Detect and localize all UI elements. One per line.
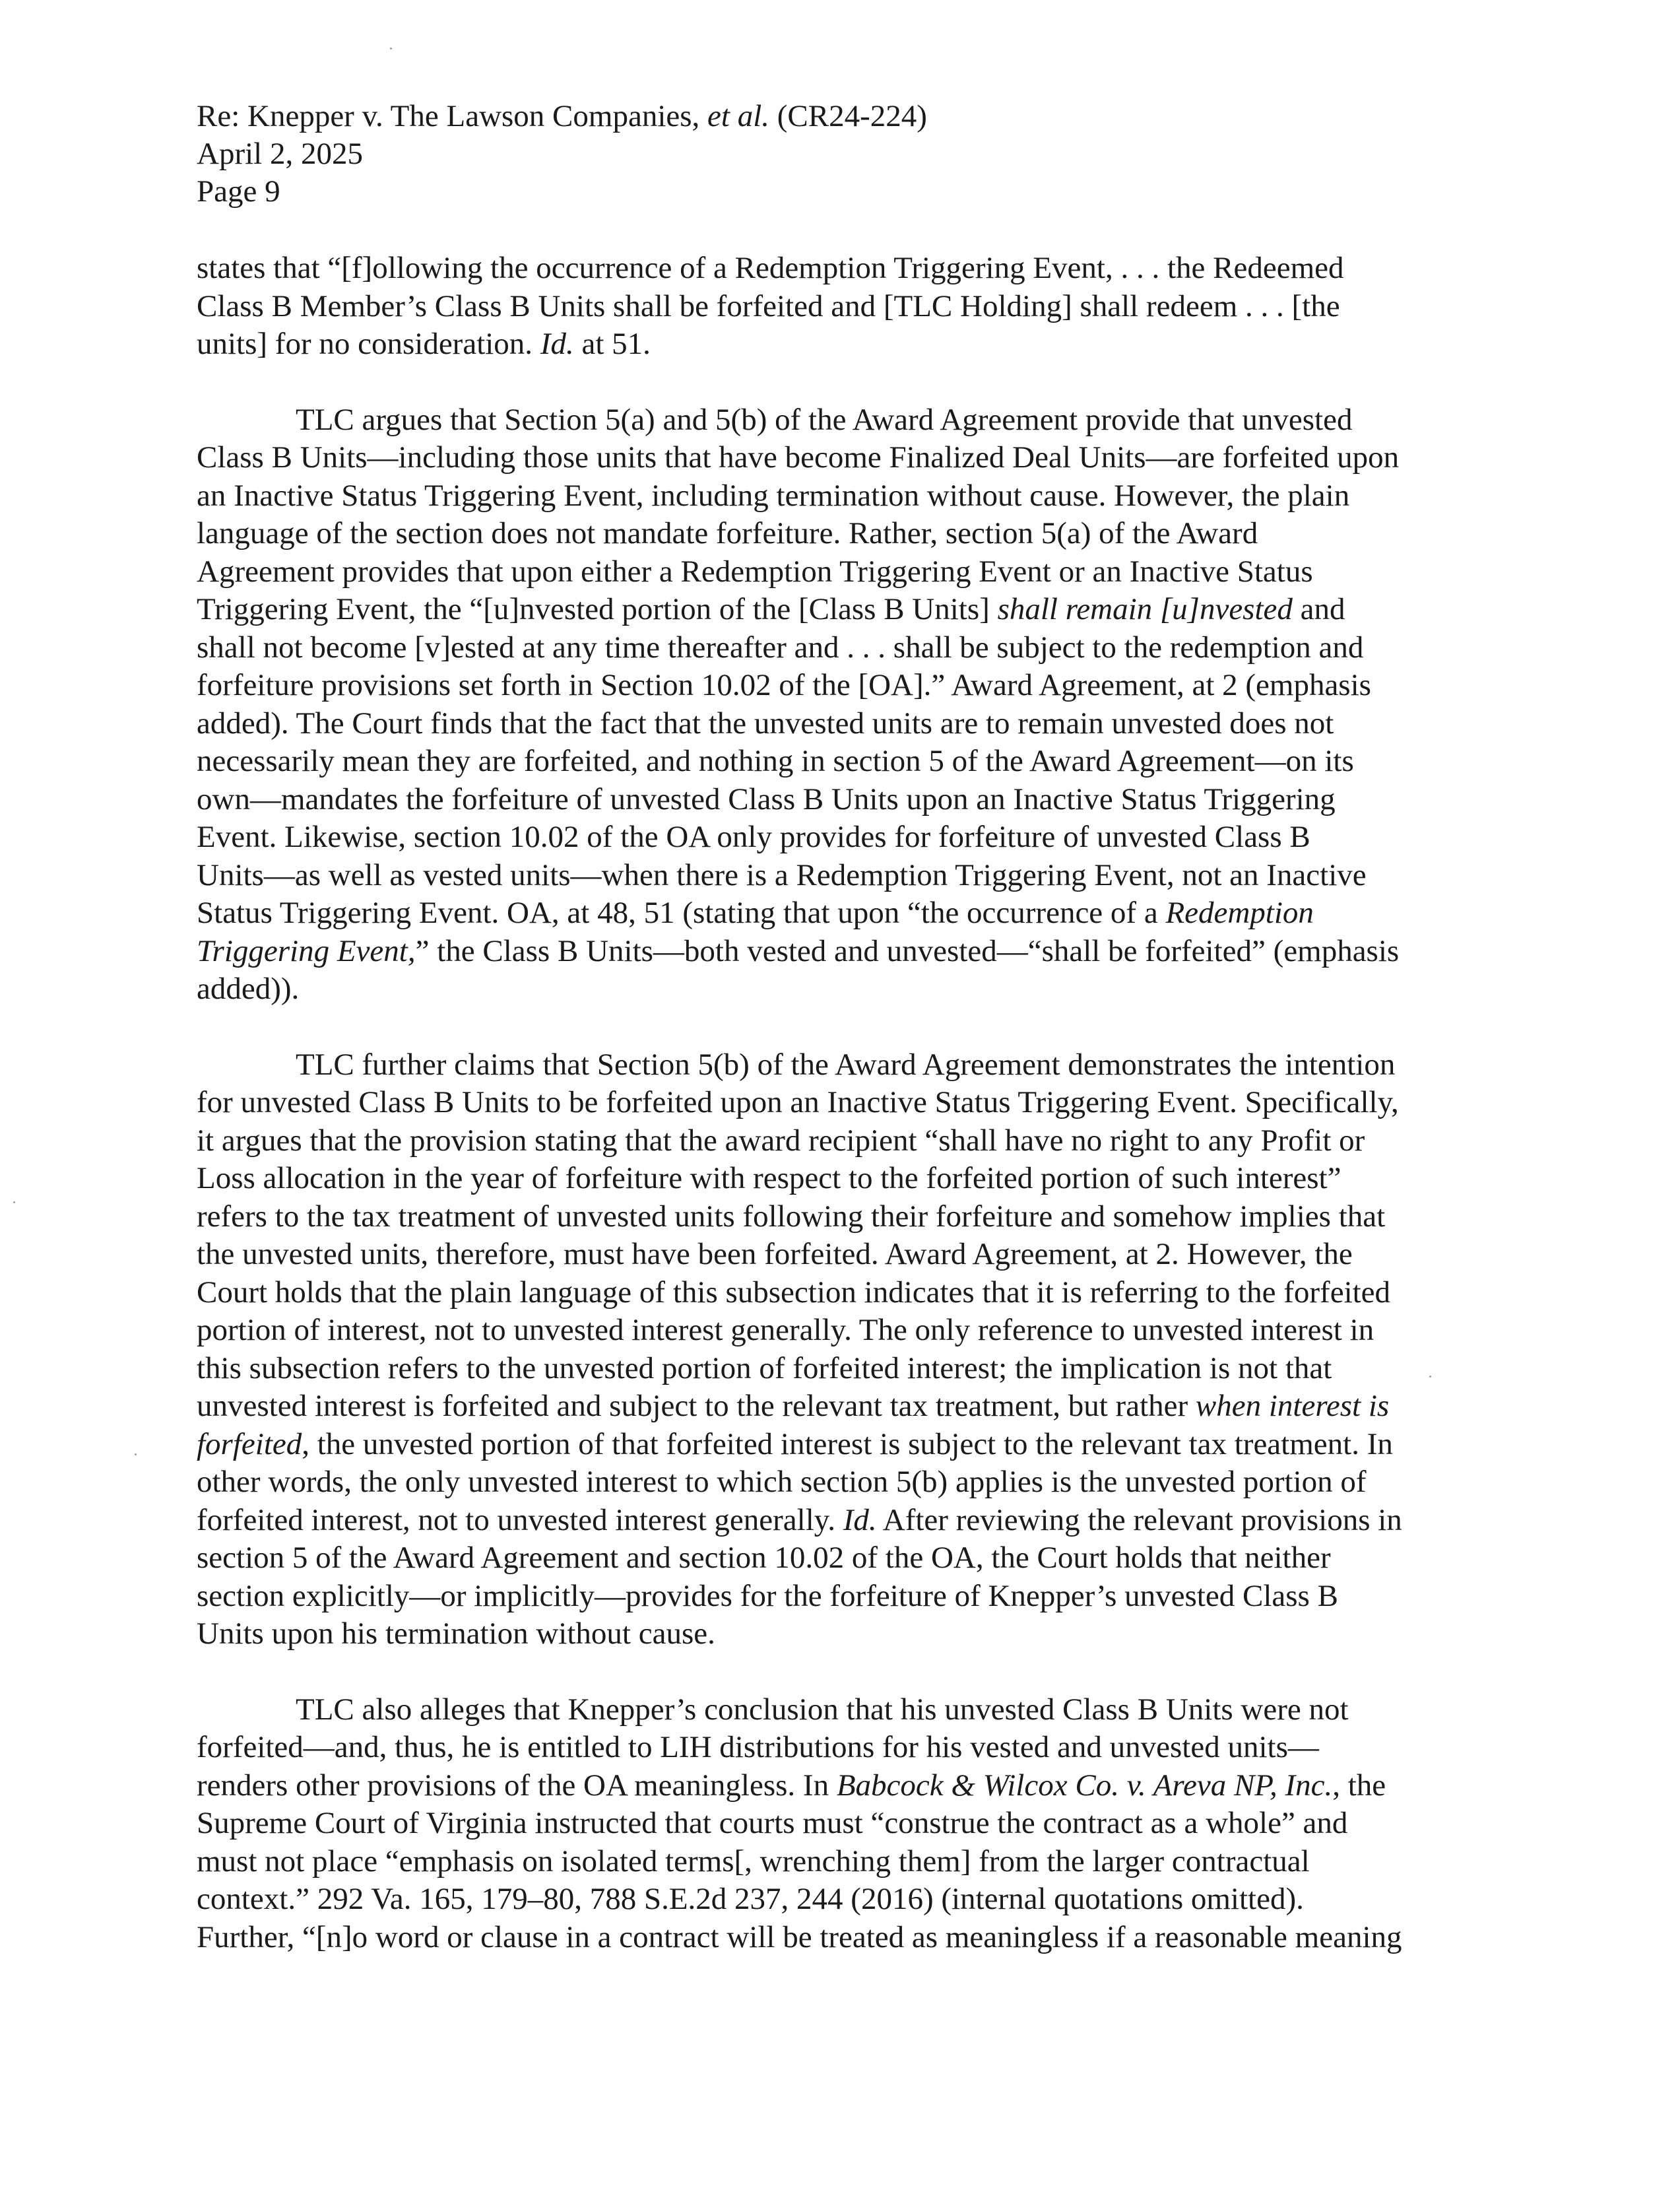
- text-run: , the: [1332, 1768, 1386, 1803]
- text-run: the unvested units, therefore, must have been forfeited. Award Agreement, at 2. However, the: [197, 1237, 1353, 1271]
- paragraph: [197, 249, 1491, 364]
- text-line: [197, 743, 1491, 781]
- text-line: [197, 439, 1491, 477]
- text-line: [197, 1691, 1491, 1729]
- italic-text: Triggering Event,: [197, 933, 416, 968]
- text-line: [197, 1919, 1491, 1957]
- text-line: [197, 1880, 1491, 1919]
- text-line: [197, 1426, 1491, 1464]
- text-line: [197, 325, 1491, 364]
- italic-text: Babcock & Wilcox Co. v. Areva NP, Inc.: [836, 1768, 1333, 1803]
- text-line: [197, 1350, 1491, 1388]
- text-line: [197, 1578, 1491, 1616]
- text-run: Class B Units—including those units that have become Finalized Deal Units—are forfeited upon: [197, 440, 1400, 475]
- text-line: [197, 1122, 1491, 1160]
- text-line: [197, 970, 1491, 1009]
- text-run: it argues that the provision stating that the award recipient “shall have no right to any Profit or: [197, 1123, 1365, 1158]
- text-run: and: [1292, 592, 1345, 626]
- italic-text: Id.: [843, 1502, 877, 1537]
- text-line: [197, 1236, 1491, 1274]
- text-line: [197, 1274, 1491, 1312]
- text-run: Agreement provides that upon either a Redemption Triggering Event or an Inactive Status: [197, 554, 1313, 589]
- text-line: [197, 1729, 1491, 1767]
- text-line: [197, 1312, 1491, 1350]
- text-run: added)).: [197, 972, 300, 1006]
- text-run: unvested interest is forfeited and subject to the relevant tax treatment, but rather: [197, 1389, 1196, 1423]
- text-line: [197, 781, 1491, 819]
- paragraph: [197, 401, 1491, 1009]
- text-line: [197, 1084, 1491, 1122]
- text-run: TLC argues that Section 5(a) and 5(b) of the Award Agreement provide that unvested: [296, 402, 1353, 437]
- text-line: [197, 1539, 1491, 1578]
- text-run: this subsection refers to the unvested portion of forfeited interest; the implication is not that: [197, 1350, 1332, 1385]
- text-line: [197, 667, 1491, 705]
- text-line: [197, 1160, 1491, 1198]
- text-run: TLC further claims that Section 5(b) of the Award Agreement demonstrates the intention: [296, 1047, 1396, 1082]
- text-run: ” the Class B Units—both vested and unvested—“shall be forfeited” (emphasis: [415, 933, 1400, 968]
- text-run: Supreme Court of Virginia instructed that courts must “construe the contract as a whole” and: [197, 1806, 1348, 1840]
- scan-speck: [135, 1453, 137, 1455]
- text-line: [197, 553, 1491, 591]
- text-run: Units upon his termination without cause.: [197, 1616, 715, 1651]
- text-run: portion of interest, not to unvested interest generally. The only reference to unvested interest in: [197, 1313, 1374, 1347]
- text-run: other words, the only unvested interest to which section 5(b) applies is the unvested portion of: [197, 1465, 1367, 1499]
- italic-text: shall remain [u]nvested: [997, 592, 1293, 626]
- text-line: [197, 818, 1491, 857]
- text-line: [197, 1463, 1491, 1502]
- text-line: [197, 1387, 1491, 1426]
- text-run: section 5 of the Award Agreement and section 10.02 of the OA, the Court holds that neither: [197, 1541, 1331, 1575]
- text-line: [197, 1046, 1491, 1084]
- text-run: Court holds that the plain language of this subsection indicates that it is referring to the forfeited: [197, 1275, 1391, 1310]
- re-line: [197, 98, 1450, 135]
- text-line: [197, 894, 1491, 933]
- italic-text: forfeited: [197, 1426, 302, 1461]
- text-run: shall not become [v]ested at any time thereafter and . . . shall be subject to the redemption and: [197, 630, 1364, 665]
- italic-text: Redemption: [1165, 896, 1314, 930]
- paragraph: [197, 1691, 1491, 1957]
- text-line: [197, 401, 1491, 440]
- re-line-suffix: (CR24-224): [769, 99, 927, 133]
- text-line: [197, 857, 1491, 895]
- text-run: language of the section does not mandate forfeiture. Rather, section 5(a) of the Award: [197, 516, 1258, 550]
- text-run: refers to the tax treatment of unvested units following their forfeiture and somehow implies that: [197, 1199, 1386, 1234]
- text-run: , the unvested portion of that forfeited interest is subject to the relevant tax treatment. In: [302, 1426, 1393, 1461]
- document-body: [197, 249, 1491, 1994]
- text-run: Further, “[n]o word or clause in a contract will be treated as meaningless if a reasonable meaning: [197, 1919, 1402, 1954]
- text-line: [197, 288, 1491, 326]
- scan-speck: [13, 1201, 15, 1203]
- text-line: [197, 249, 1491, 288]
- text-line: [197, 933, 1491, 971]
- text-run: must not place “emphasis on isolated terms[, wrenching them] from the larger contractual: [197, 1844, 1310, 1878]
- letter-header: [197, 98, 1450, 211]
- re-line-prefix: Re: Knepper v. The Lawson Companies,: [197, 99, 708, 133]
- text-line: [197, 705, 1491, 743]
- text-run: at 51.: [573, 327, 651, 361]
- text-run: forfeiture provisions set forth in Section 10.02 of the [OA].” Award Agreement, at 2 (emphasis: [197, 668, 1371, 702]
- text-run: TLC also alleges that Knepper’s conclusion that his unvested Class B Units were not: [296, 1692, 1349, 1727]
- text-run: Loss allocation in the year of forfeiture with respect to the forfeited portion of such interest”: [197, 1161, 1341, 1195]
- scan-speck: [1429, 1376, 1431, 1378]
- text-run: added). The Court finds that the fact that the unvested units are to remain unvested does not: [197, 706, 1334, 741]
- text-line: [197, 1198, 1491, 1236]
- text-run: an Inactive Status Triggering Event, including termination without cause. However, the plain: [197, 478, 1350, 513]
- text-line: [197, 1843, 1491, 1881]
- italic-text: when interest is: [1195, 1389, 1390, 1423]
- text-line: [197, 1805, 1491, 1843]
- text-run: forfeited interest, not to unvested interest generally.: [197, 1502, 843, 1537]
- text-run: Event. Likewise, section 10.02 of the OA only provides for forfeiture of unvested Class B: [197, 820, 1310, 854]
- text-line: [197, 1767, 1491, 1805]
- text-run: renders other provisions of the OA meaningless. In: [197, 1768, 837, 1803]
- text-run: states that “[f]ollowing the occurrence of a Redemption Triggering Event, . . . the Redeemed: [197, 251, 1344, 285]
- text-run: After reviewing the relevant provisions in: [876, 1502, 1402, 1537]
- text-line: [197, 1502, 1491, 1540]
- text-run: units] for no consideration.: [197, 327, 540, 361]
- italic-text: Id.: [540, 327, 574, 361]
- text-line: [197, 477, 1491, 515]
- scan-speck: [390, 48, 392, 50]
- page-number: Page 9: [197, 174, 280, 209]
- text-line: [197, 591, 1491, 629]
- text-run: context.” 292 Va. 165, 179–80, 788 S.E.2d 237, 244 (2016) (internal quotations omitted).: [197, 1882, 1304, 1916]
- text-run: own—mandates the forfeiture of unvested Class B Units upon an Inactive Status Triggering: [197, 781, 1336, 816]
- letter-date: April 2, 2025: [197, 137, 363, 171]
- text-line: [197, 515, 1491, 553]
- text-line: [197, 629, 1491, 667]
- text-run: Status Triggering Event. OA, at 48, 51 (stating that upon “the occurrence of a: [197, 896, 1166, 930]
- text-run: forfeited—and, thus, he is entitled to LIH distributions for his vested and unvested units—: [197, 1730, 1319, 1764]
- re-line-italic: et al.: [707, 99, 770, 133]
- paragraph: [197, 1046, 1491, 1653]
- text-run: for unvested Class B Units to be forfeited upon an Inactive Status Triggering Event. Specifically,: [197, 1085, 1399, 1119]
- text-run: Units—as well as vested units—when there is a Redemption Triggering Event, not an Inactive: [197, 857, 1367, 892]
- text-run: necessarily mean they are forfeited, and nothing in section 5 of the Award Agreement—on its: [197, 744, 1354, 778]
- text-line: [197, 1615, 1491, 1653]
- text-run: Class B Member’s Class B Units shall be forfeited and [TLC Holding] shall redeem . . . [the: [197, 288, 1340, 323]
- text-run: Triggering Event, the “[u]nvested portion of the [Class B Units]: [197, 592, 998, 626]
- text-run: section explicitly—or implicitly—provides for the forfeiture of Knepper’s unvested Class B: [197, 1578, 1338, 1613]
